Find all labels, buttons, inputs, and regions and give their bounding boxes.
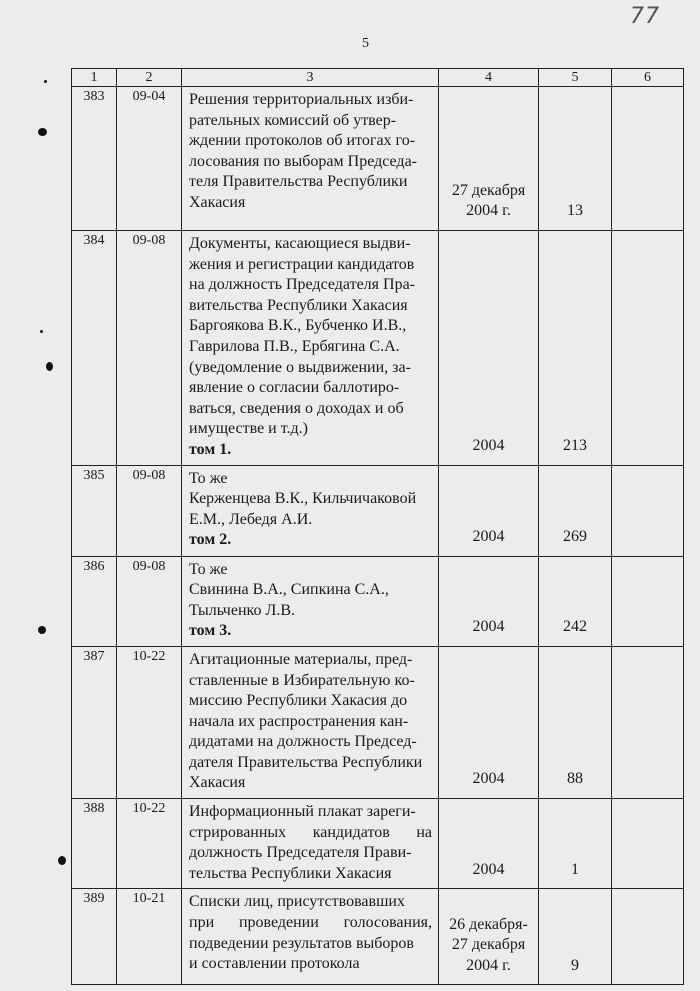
title-line: Информационный плакат зареги- bbox=[189, 803, 416, 821]
title-line: рательных комиссий об утвер- bbox=[189, 111, 397, 129]
title-line: ставленные в Избирательную ко- bbox=[189, 671, 415, 689]
punch-hole-mark bbox=[38, 128, 47, 136]
item-dates bbox=[439, 889, 539, 985]
date-line: 2004 bbox=[472, 770, 505, 788]
scan-speck bbox=[44, 80, 47, 83]
punch-hole-mark bbox=[58, 856, 66, 865]
title-line: Списки лиц, присутствовавших bbox=[189, 893, 405, 911]
col-header-4: 4 bbox=[439, 69, 539, 87]
title-line: Керженцева В.К., Кильчичаковой bbox=[189, 490, 417, 508]
date-line: 2004 bbox=[472, 527, 505, 545]
item-note bbox=[612, 87, 684, 231]
scan-speck bbox=[40, 330, 43, 333]
title-line: начала их распространения кан- bbox=[189, 712, 409, 730]
title-line: и составлении протокола bbox=[189, 955, 360, 973]
title-line: лосования по выборам Председа- bbox=[189, 152, 417, 170]
col-header-3: 3 bbox=[182, 69, 439, 87]
title-line: подведении результатов выборов bbox=[189, 934, 414, 952]
title-line: Решения территориальных изби- bbox=[189, 91, 414, 108]
title-line: на должность Председателя Пра- bbox=[189, 276, 416, 294]
date-line: 2004 bbox=[472, 860, 505, 878]
title-line: Гаврилова П.В., Ербягина С.А. bbox=[189, 337, 400, 355]
page-number: 5 bbox=[362, 36, 369, 51]
title-line: тельства Республики Хакасия bbox=[189, 864, 392, 882]
title-line: стрированных кандидатов на bbox=[189, 823, 432, 841]
title-line: Агитационные материалы, пред- bbox=[189, 650, 413, 668]
date-line: 2004 bbox=[472, 436, 505, 454]
volume-label: том 1. bbox=[189, 440, 232, 458]
title-line: Е.М., Лебедя А.И. bbox=[189, 510, 313, 528]
title-line: должность Председателя Прави- bbox=[189, 844, 412, 862]
sheet-count: 88 bbox=[539, 646, 612, 798]
col-header-2: 2 bbox=[117, 69, 182, 87]
handwritten-archive-number: 77 bbox=[630, 4, 660, 29]
item-title bbox=[182, 799, 439, 889]
title-line: вительства Республики Хакасия bbox=[189, 296, 408, 314]
item-title bbox=[182, 556, 439, 646]
index-code: 10-21 bbox=[117, 889, 182, 985]
punch-hole-mark bbox=[38, 626, 46, 634]
table-header-row bbox=[72, 69, 684, 87]
title-line: ваться, сведения о доходах и об bbox=[189, 399, 404, 417]
date-line: 2004 г. bbox=[466, 202, 511, 220]
index-code: 10-22 bbox=[117, 646, 182, 798]
sheet-count: 269 bbox=[539, 465, 612, 556]
item-note bbox=[612, 646, 684, 798]
table-row bbox=[72, 646, 684, 798]
table-row bbox=[72, 465, 684, 556]
index-code: 09-08 bbox=[117, 465, 182, 556]
title-line: миссию Республики Хакасия до bbox=[189, 692, 408, 710]
item-note bbox=[612, 465, 684, 556]
item-number: 387 bbox=[72, 646, 117, 798]
title-line: Документы, касающиеся выдви- bbox=[189, 235, 411, 252]
title-line: (уведомление о выдвижении, за- bbox=[189, 358, 411, 376]
table-row bbox=[72, 87, 684, 231]
item-title bbox=[182, 87, 439, 231]
title-line: ждении протоколов об итогах го- bbox=[189, 132, 416, 150]
table-row bbox=[72, 889, 684, 985]
sheet-count: 9 bbox=[539, 889, 612, 985]
item-title bbox=[182, 231, 439, 466]
item-number: 388 bbox=[72, 799, 117, 889]
title-line: Тыльченко Л.В. bbox=[189, 601, 295, 619]
index-code: 09-04 bbox=[117, 87, 182, 231]
table-row bbox=[72, 231, 684, 466]
title-line: Свинина В.А., Сипкина С.А., bbox=[189, 581, 389, 599]
item-title bbox=[182, 889, 439, 985]
title-line: То же bbox=[189, 469, 228, 487]
item-number: 385 bbox=[72, 465, 117, 556]
table-row bbox=[72, 799, 684, 889]
item-dates bbox=[439, 556, 539, 646]
item-number: 386 bbox=[72, 556, 117, 646]
title-line: дателя Правительства Республики bbox=[189, 753, 423, 771]
title-line: явление о согласии баллотиро- bbox=[189, 379, 400, 397]
item-note bbox=[612, 799, 684, 889]
sheet-count: 213 bbox=[539, 231, 612, 466]
date-line: 2004 bbox=[472, 618, 505, 636]
col-header-5: 5 bbox=[539, 69, 612, 87]
item-number: 384 bbox=[72, 231, 117, 466]
title-line: при проведении голосования, bbox=[189, 914, 432, 932]
date-line: 2004 г. bbox=[466, 956, 511, 974]
index-code: 10-22 bbox=[117, 799, 182, 889]
title-line: Хакасия bbox=[189, 774, 246, 792]
title-line: Баргоякова В.К., Бубченко И.В., bbox=[189, 317, 407, 335]
sheet-count: 13 bbox=[539, 87, 612, 231]
item-dates bbox=[439, 799, 539, 889]
sheet-count: 242 bbox=[539, 556, 612, 646]
punch-hole-mark bbox=[46, 362, 53, 371]
volume-label: том 3. bbox=[189, 622, 232, 640]
item-dates bbox=[439, 646, 539, 798]
item-number: 383 bbox=[72, 87, 117, 231]
item-dates bbox=[439, 87, 539, 231]
title-line: дидатами на должность Председ- bbox=[189, 733, 417, 751]
item-number: 389 bbox=[72, 889, 117, 985]
item-note bbox=[612, 231, 684, 466]
index-code: 09-08 bbox=[117, 231, 182, 466]
col-header-1: 1 bbox=[72, 69, 117, 87]
item-dates bbox=[439, 465, 539, 556]
col-header-6: 6 bbox=[612, 69, 684, 87]
inventory-table bbox=[71, 68, 684, 985]
title-line: имуществе и т.д.) bbox=[189, 420, 308, 438]
item-title bbox=[182, 465, 439, 556]
index-code: 09-08 bbox=[117, 556, 182, 646]
item-title bbox=[182, 646, 439, 798]
date-line: 27 декабря bbox=[451, 181, 526, 199]
volume-label: том 2. bbox=[189, 531, 232, 549]
title-line: То же bbox=[189, 560, 228, 578]
date-line: 26 декабря- bbox=[449, 915, 528, 933]
sheet-count: 1 bbox=[539, 799, 612, 889]
title-line: теля Правительства Республики bbox=[189, 173, 408, 191]
item-dates bbox=[439, 231, 539, 466]
table-row bbox=[72, 556, 684, 646]
item-note bbox=[612, 556, 684, 646]
date-line: 27 декабря bbox=[451, 936, 526, 954]
title-line: Хакасия bbox=[189, 193, 246, 211]
title-line: жения и регистрации кандидатов bbox=[189, 255, 415, 273]
item-note bbox=[612, 889, 684, 985]
